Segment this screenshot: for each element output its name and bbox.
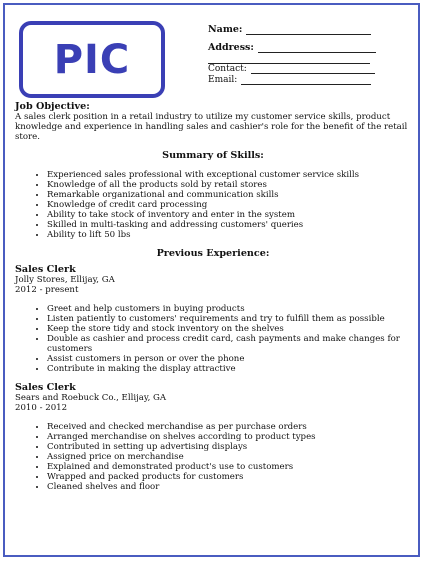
objective-heading: Job Objective:: [15, 101, 90, 112]
list-item: • Keep the store tidy and stock inventory on the shelves: [47, 324, 411, 334]
list-item: • Knowledge of all the products sold by retail stores: [47, 180, 411, 190]
name-line: [246, 24, 371, 35]
name-field: [208, 24, 371, 35]
job-title: Sales Clerk: [15, 382, 76, 393]
address-line: [258, 42, 376, 53]
list-item: • Arranged merchandise on shelves according to product types: [47, 432, 411, 442]
list-item: • Greet and help customers in buying products: [47, 304, 411, 314]
list-item: • Contributed in setting up advertising displays: [47, 442, 411, 452]
job-company: Sears and Roebuck Co., Ellijay, GA: [15, 393, 167, 403]
skills-heading: Summary of Skills:: [162, 150, 264, 161]
photo-placeholder-label: PIC: [53, 36, 131, 83]
list-item: • Ability to take stock of inventory and enter in the system: [47, 210, 411, 220]
address-field: [208, 42, 376, 53]
address-label: Address:: [208, 42, 254, 53]
photo-placeholder: [19, 21, 165, 98]
list-item: • Contribute in making the display attractive: [47, 364, 411, 374]
objective-text: A sales clerk position in a retail industry to utilize my customer service skills, product knowledge and experience in handling sales and cashier's role for the benefit of the retail store.: [15, 112, 408, 142]
email-line: [241, 74, 371, 85]
list-item: • Assigned price on merchandise: [47, 452, 411, 462]
contact-field: [208, 63, 375, 74]
list-item: • Listen patiently to customers' requirements and try to fulfill them as possible: [47, 314, 411, 324]
list-item: • Assist customers in person or over the phone: [47, 354, 411, 364]
job-dates: 2010 - 2012: [15, 403, 68, 413]
resume-body: [15, 102, 411, 492]
job-title: Sales Clerk: [15, 264, 76, 275]
list-item: • Wrapped and packed products for customers: [47, 472, 411, 482]
list-item: • Explained and demonstrated product's use to customers: [47, 462, 411, 472]
email-field: [208, 74, 371, 85]
job-dates: 2012 - present: [15, 285, 79, 295]
experience-heading: Previous Experience:: [156, 248, 270, 259]
job-company: Jolly Stores, Ellijay, GA: [15, 275, 115, 285]
contact-label: Contact:: [208, 64, 247, 74]
list-item: • Cleaned shelves and floor: [47, 482, 411, 492]
list-item: • Received and checked merchandise as per purchase orders: [47, 422, 411, 432]
name-label: Name:: [208, 24, 243, 35]
list-item: • Experienced sales professional with exceptional customer service skills: [47, 170, 411, 180]
list-item: • Remarkable organizational and communication skills: [47, 190, 411, 200]
list-item: • Double as cashier and process credit card, cash payments and make changes for customers: [47, 334, 411, 354]
job-duties-list: [15, 422, 411, 492]
contact-line: [251, 63, 375, 74]
list-item: • Ability to lift 50 lbs: [47, 230, 411, 240]
list-item: • Skilled in multi-tasking and addressing customers' queries: [47, 220, 411, 230]
email-label: Email:: [208, 75, 238, 85]
job-duties-list: [15, 304, 411, 374]
skills-list: [15, 170, 411, 240]
list-item: • Knowledge of credit card processing: [47, 200, 411, 210]
